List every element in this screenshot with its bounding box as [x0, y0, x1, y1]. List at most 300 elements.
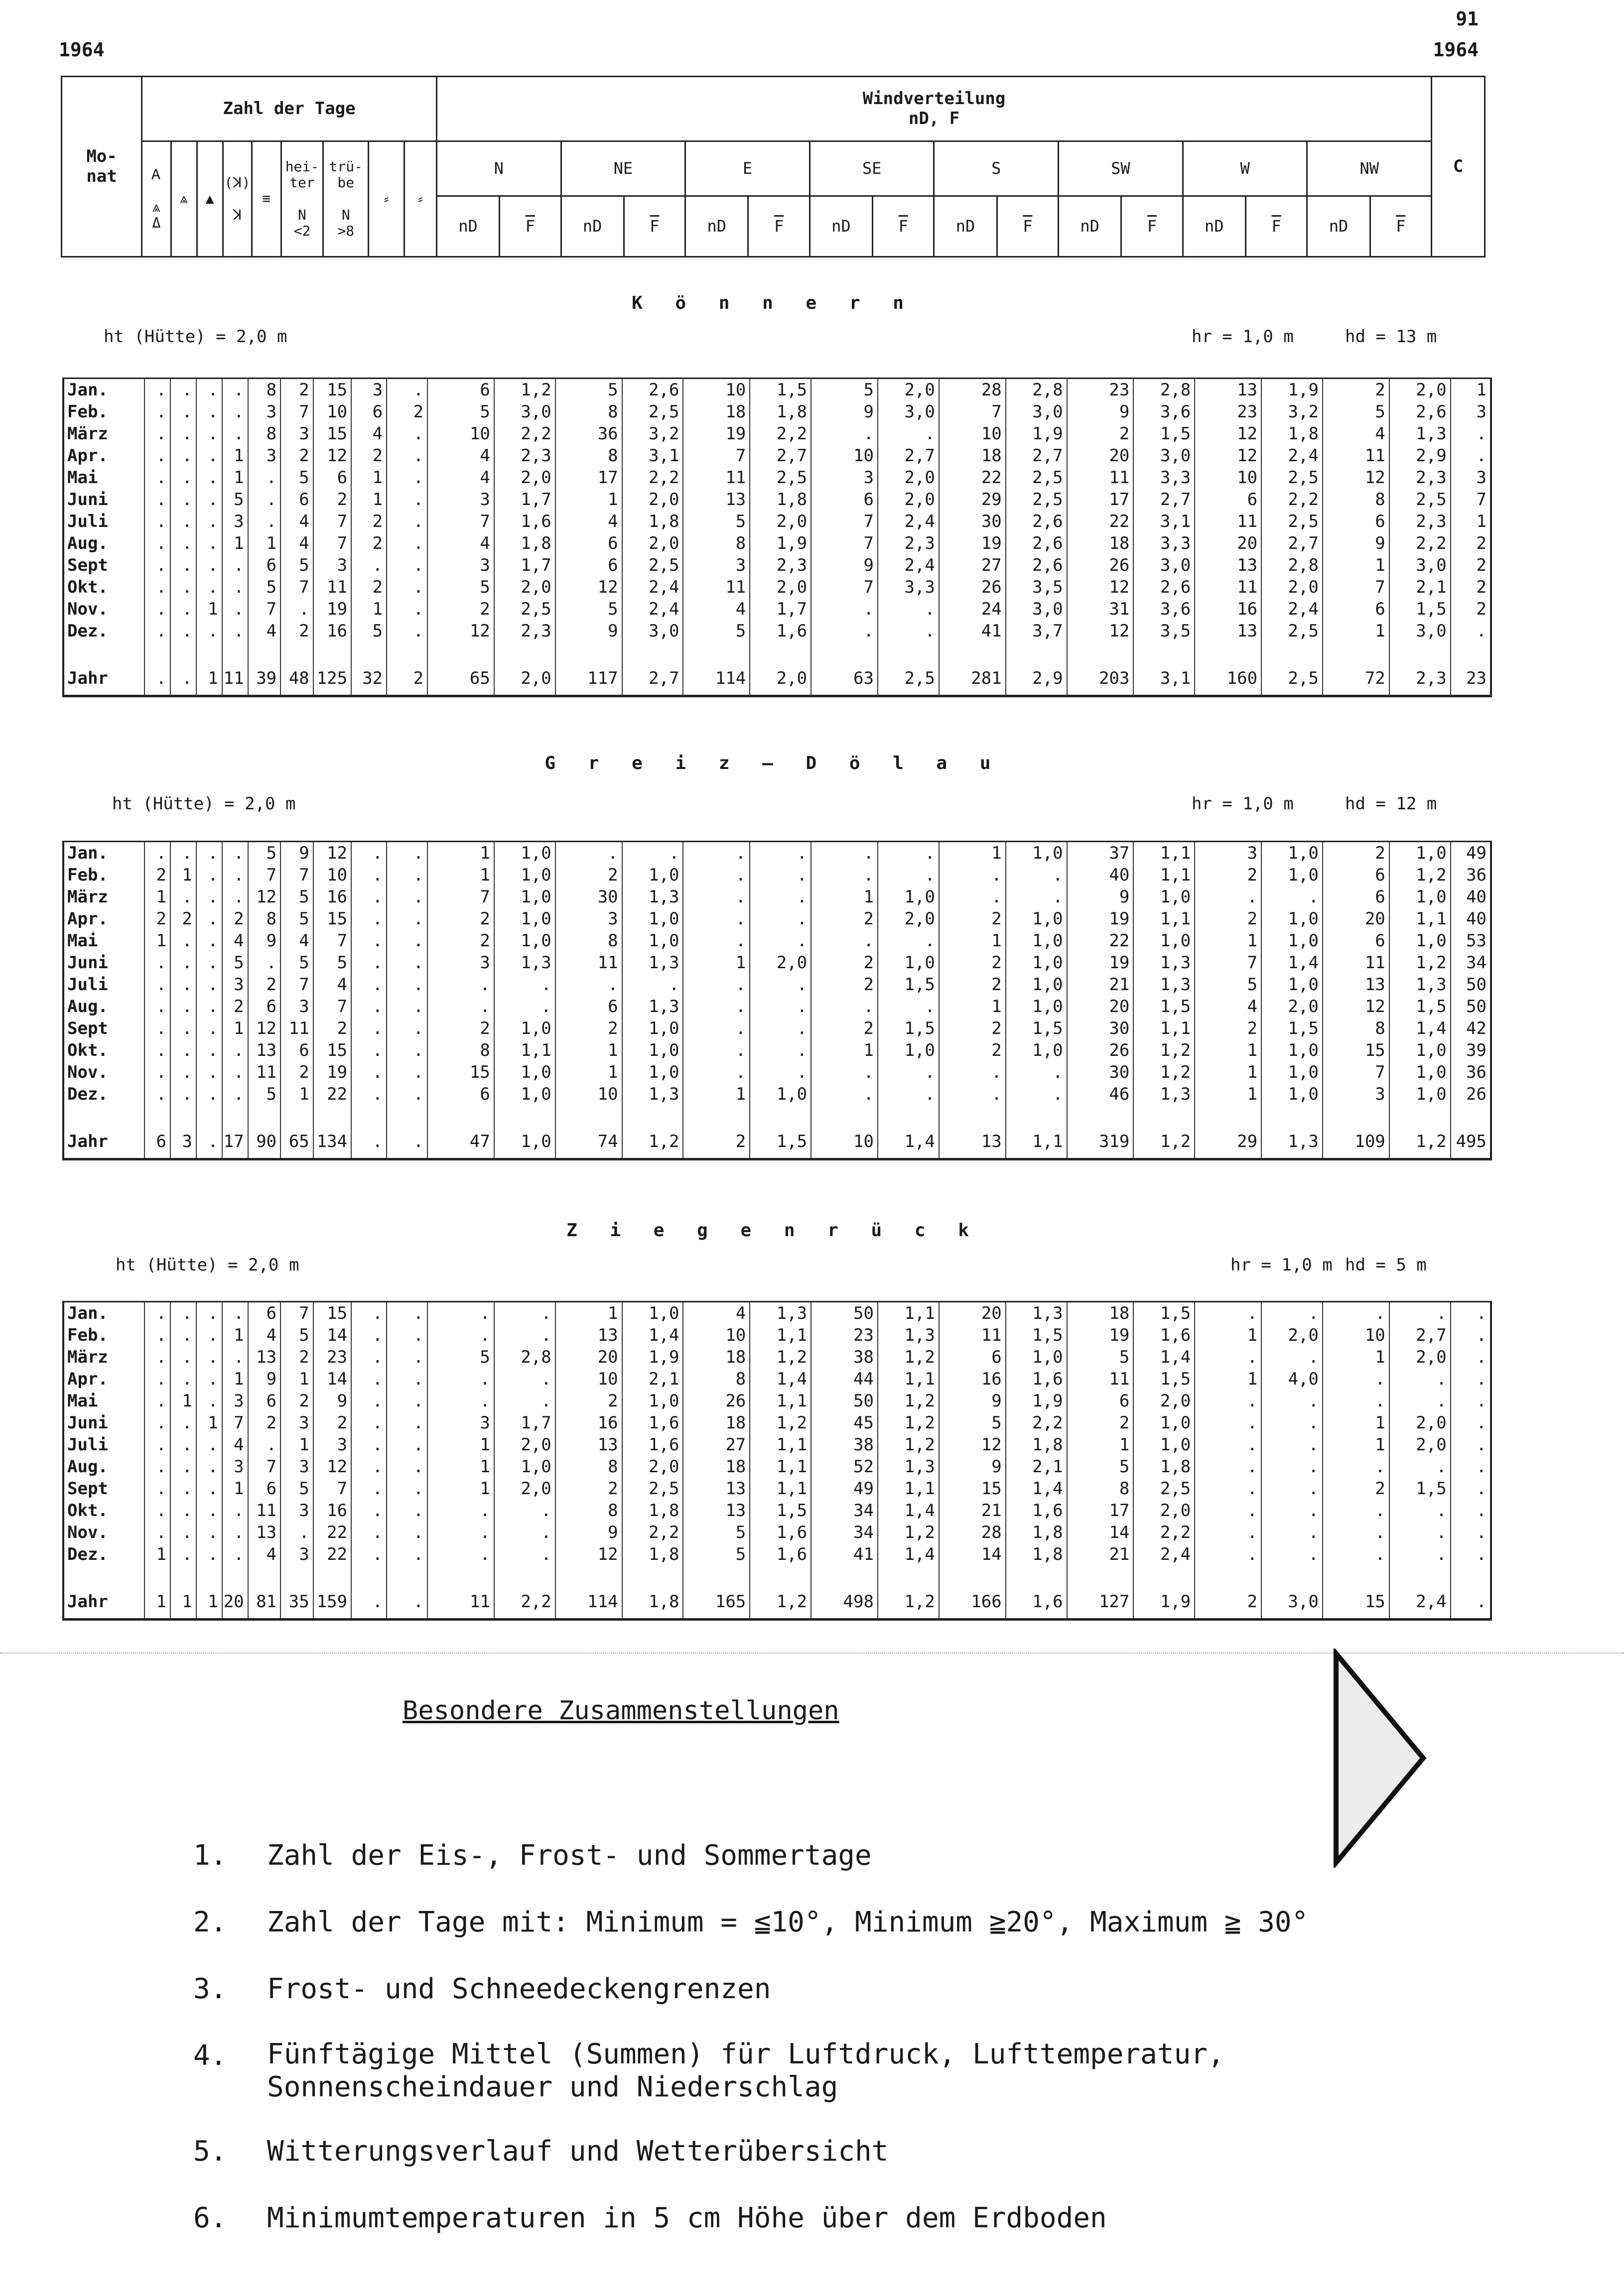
table-cell: . — [387, 532, 427, 554]
table-cell: 2 — [280, 379, 313, 401]
table-row — [64, 1302, 1490, 1324]
table-cell: 13 — [1195, 379, 1261, 401]
table-cell: 6 — [555, 996, 622, 1018]
table-cell: 3 — [222, 1456, 248, 1478]
table-cell: 1,8 — [1006, 1434, 1067, 1456]
f-subheader: $\overline{F}$ — [1245, 196, 1307, 257]
table-cell: . — [196, 1522, 222, 1543]
table-cell: 19 — [1067, 952, 1134, 974]
table-cell: Mai — [67, 931, 98, 951]
table-cell: 26 — [939, 576, 1006, 598]
table-cell: 2 — [1323, 379, 1389, 401]
table-cell: 1,3 — [622, 952, 683, 974]
table-cell: 5 — [222, 489, 248, 510]
table-cell: 2,4 — [1389, 1585, 1451, 1618]
table-cell: 1,0 — [1006, 908, 1067, 930]
table-cell: . — [1261, 1412, 1323, 1434]
table-cell: 7 — [280, 864, 313, 886]
table-cell — [351, 642, 387, 662]
nd-subheader: nD — [436, 196, 499, 257]
table-cell: Apr. — [67, 909, 108, 929]
table-cell: 1 — [1195, 1083, 1261, 1105]
table-cell: 5 — [683, 510, 750, 532]
table-cell: 2 — [555, 1478, 622, 1500]
table-cell: 23 — [1067, 379, 1134, 401]
table-cell: 5 — [1067, 1456, 1134, 1478]
table-cell: 1,0 — [494, 1083, 555, 1105]
table-cell: 5 — [280, 1324, 313, 1346]
table-cell — [1195, 1565, 1261, 1585]
table-row — [64, 952, 1490, 974]
table-cell: . — [144, 532, 170, 554]
table-cell: 6 — [248, 1478, 281, 1500]
table-cell: 1,5 — [1133, 1302, 1195, 1324]
table-cell: 74 — [555, 1125, 622, 1158]
table-cell: . — [222, 576, 248, 598]
direction-header-n: N — [436, 141, 561, 196]
table-cell: . — [750, 886, 811, 908]
day-column-header: ⸗ — [404, 141, 436, 257]
station-hr-greiz-doelau: hr = 1,0 m — [1192, 794, 1294, 814]
direction-header-w: W — [1183, 141, 1307, 196]
table-cell: 1,8 — [1006, 1522, 1067, 1543]
table-cell: 22 — [313, 1522, 351, 1543]
table-cell: . — [878, 1061, 939, 1083]
table-cell — [222, 642, 248, 662]
table-cell: 5 — [351, 620, 387, 642]
table-cell: 14 — [313, 1368, 351, 1390]
table-cell: . — [1323, 1368, 1389, 1390]
table-cell: 1,6 — [622, 1434, 683, 1456]
table-cell: 1,6 — [1006, 1585, 1067, 1618]
table-cell: Okt. — [67, 1501, 108, 1521]
table-cell: 13 — [248, 1039, 281, 1061]
table-cell: . — [144, 996, 170, 1018]
table-cell: 11 — [939, 1324, 1006, 1346]
table-cell: 8 — [555, 445, 622, 467]
table-row — [64, 1434, 1490, 1456]
table-cell: 5 — [811, 379, 878, 401]
table-cell: 40 — [1067, 864, 1134, 886]
table-cell: 2 — [1451, 532, 1490, 554]
table-cell: 7 — [1323, 1061, 1389, 1083]
table-cell: . — [196, 1061, 222, 1083]
table-cell: . — [170, 598, 196, 620]
table-cell: . — [387, 908, 427, 930]
table-cell: . — [196, 1390, 222, 1412]
table-cell: 11 — [1323, 445, 1389, 467]
table-cell: 1 — [222, 532, 248, 554]
table-cell: 12 — [313, 1456, 351, 1478]
table-cell: 1 — [280, 1083, 313, 1105]
table-cell: . — [170, 1018, 196, 1039]
table-cell: 4 — [280, 510, 313, 532]
table-cell: 1,4 — [878, 1125, 939, 1158]
table-cell: 3 — [351, 379, 387, 401]
table-cell: . — [170, 576, 196, 598]
table-cell: 2,0 — [878, 379, 939, 401]
table-cell: 23 — [811, 1324, 878, 1346]
table-cell: . — [494, 996, 555, 1018]
table-cell: 3 — [811, 467, 878, 489]
table-cell: 9 — [1067, 886, 1134, 908]
table-cell: 23 — [1195, 401, 1261, 423]
table-cell: 1,5 — [878, 1018, 939, 1039]
table-cell: 1 — [1451, 379, 1490, 401]
table-row — [64, 1565, 1490, 1585]
table-cell: 3 — [280, 423, 313, 445]
table-cell: 2,6 — [1133, 576, 1195, 598]
table-cell: 1,0 — [494, 930, 555, 952]
table-cell: 1 — [196, 662, 222, 695]
table-cell — [427, 642, 494, 662]
table-cell: Jan. — [67, 843, 108, 863]
table-cell: Feb. — [67, 865, 108, 885]
table-cell: 34 — [811, 1500, 878, 1522]
section-title: Besondere Zusammenstellungen — [403, 1696, 839, 1726]
table-cell: 5 — [280, 908, 313, 930]
table-cell: . — [144, 1456, 170, 1478]
table-cell: . — [750, 996, 811, 1018]
day-column-header: hei- ter N <2 — [281, 141, 323, 257]
table-cell: 3,7 — [1006, 620, 1067, 642]
table-cell: 2,0 — [878, 489, 939, 510]
table-cell: 1,0 — [494, 864, 555, 886]
table-cell: . — [811, 1061, 878, 1083]
table-cell: . — [351, 1346, 387, 1368]
table-cell: . — [387, 1125, 427, 1158]
table-cell: . — [144, 379, 170, 401]
table-cell: . — [878, 930, 939, 952]
table-cell: . — [351, 1412, 387, 1434]
table-cell: . — [683, 974, 750, 996]
station-ht-ziegenrueck: ht (Hütte) = 2,0 m — [116, 1255, 299, 1275]
table-cell: . — [811, 1083, 878, 1105]
table-cell: 1 — [939, 842, 1006, 864]
direction-header-nw: NW — [1307, 141, 1432, 196]
table-cell: . — [1389, 1390, 1451, 1412]
page-number: 91 — [1456, 8, 1479, 30]
table-cell: . — [170, 1434, 196, 1456]
table-cell: 2,2 — [622, 467, 683, 489]
table-cell: 22 — [313, 1083, 351, 1105]
table-cell: 12 — [313, 445, 351, 467]
table-cell — [1195, 1105, 1261, 1125]
table-cell: 1,3 — [622, 886, 683, 908]
table-cell: . — [555, 974, 622, 996]
table-cell: . — [683, 930, 750, 952]
table-cell: . — [196, 1346, 222, 1368]
table-cell: 14 — [313, 1324, 351, 1346]
table-cell: 1 — [1451, 510, 1490, 532]
table-cell: 7 — [280, 1302, 313, 1324]
table-cell: 1,8 — [750, 489, 811, 510]
table-cell: 7 — [1323, 576, 1389, 598]
table-cell: 23 — [1451, 662, 1490, 695]
table-cell: Feb. — [67, 402, 108, 422]
table-cell: . — [811, 842, 878, 864]
table-cell: . — [494, 974, 555, 996]
table-cell: 1,1 — [750, 1434, 811, 1456]
table-cell: 1 — [248, 532, 281, 554]
table-cell: . — [427, 1368, 494, 1390]
table-cell: . — [878, 620, 939, 642]
table-cell: . — [1323, 1500, 1389, 1522]
table-row — [64, 1039, 1490, 1061]
table-cell: 3 — [313, 554, 351, 576]
table-cell: 1,5 — [1133, 1368, 1195, 1390]
table-cell: 5 — [222, 952, 248, 974]
table-cell: 1 — [1195, 930, 1261, 952]
table-cell: 17 — [222, 1125, 248, 1158]
table-cell: 12 — [1067, 620, 1134, 642]
table-cell: . — [387, 1390, 427, 1412]
f-subheader: $\overline{F}$ — [872, 196, 934, 257]
table-cell: . — [351, 842, 387, 864]
table-cell: 2 — [351, 576, 387, 598]
table-cell: . — [494, 1368, 555, 1390]
table-cell: 12 — [1067, 576, 1134, 598]
table-cell: 7 — [248, 1456, 281, 1478]
table-cell: . — [1006, 886, 1067, 908]
table-cell — [494, 1565, 555, 1585]
table-cell: 1,9 — [622, 1346, 683, 1368]
table-cell: 2,4 — [878, 510, 939, 532]
table-cell: 3,5 — [1006, 576, 1067, 598]
table-cell: . — [144, 423, 170, 445]
table-cell: . — [351, 1061, 387, 1083]
table-cell: 2 — [811, 952, 878, 974]
table-cell — [222, 1105, 248, 1125]
table-cell: 1,2 — [878, 1346, 939, 1368]
table-cell — [64, 642, 144, 662]
table-cell: . — [387, 1018, 427, 1039]
table-cell: . — [351, 1302, 387, 1324]
table-cell: 8 — [555, 401, 622, 423]
table-cell: 2,8 — [494, 1346, 555, 1368]
table-cell: 6 — [555, 532, 622, 554]
table-cell: . — [1389, 1500, 1451, 1522]
table-cell: 2,5 — [622, 554, 683, 576]
table-cell: 1,0 — [1389, 1083, 1451, 1105]
table-cell: 30 — [1067, 1061, 1134, 1083]
table-cell: 1,2 — [750, 1585, 811, 1618]
table-cell: 1,2 — [1389, 1125, 1451, 1158]
table-cell: 26 — [683, 1390, 750, 1412]
table-cell: 16 — [1195, 598, 1261, 620]
table-cell: März — [67, 1347, 108, 1367]
table-cell: . — [1451, 1324, 1490, 1346]
table-cell: 81 — [248, 1585, 281, 1618]
table-cell — [351, 1565, 387, 1585]
table-cell: 36 — [1451, 864, 1490, 886]
table-cell — [939, 1565, 1006, 1585]
table-cell: 3 — [280, 996, 313, 1018]
table-cell — [427, 1105, 494, 1125]
table-cell: 9 — [248, 930, 281, 952]
table-cell: . — [196, 532, 222, 554]
table-cell: 1,1 — [878, 1368, 939, 1390]
table-cell: 41 — [939, 620, 1006, 642]
table-cell: . — [196, 1500, 222, 1522]
table-cell: 2 — [313, 1018, 351, 1039]
table-cell: 1,3 — [1006, 1302, 1067, 1324]
table-cell — [1006, 1565, 1067, 1585]
table-cell: 7 — [427, 510, 494, 532]
table-cell: . — [1451, 423, 1490, 445]
table-cell: . — [170, 1324, 196, 1346]
station-table-ziegenrueck — [62, 1301, 1492, 1621]
table-cell: . — [351, 1390, 387, 1412]
table-cell: 2 — [1195, 1585, 1261, 1618]
table-cell: . — [222, 423, 248, 445]
direction-header-s: S — [934, 141, 1059, 196]
table-cell: . — [351, 952, 387, 974]
table-cell: 2 — [1195, 864, 1261, 886]
table-cell: . — [683, 1061, 750, 1083]
table-cell: . — [144, 598, 170, 620]
table-cell: 18 — [683, 1346, 750, 1368]
table-cell: 7 — [313, 1478, 351, 1500]
table-cell: 1,6 — [1133, 1324, 1195, 1346]
table-cell: . — [387, 1039, 427, 1061]
table-cell: . — [196, 1543, 222, 1565]
table-cell: 10 — [555, 1083, 622, 1105]
table-cell: . — [750, 864, 811, 886]
table-cell: 1,1 — [1133, 842, 1195, 864]
table-cell: 1,2 — [494, 379, 555, 401]
table-cell: 1,8 — [494, 532, 555, 554]
table-cell: 1,0 — [1389, 886, 1451, 908]
table-cell: 34 — [1451, 952, 1490, 974]
table-cell: 2,4 — [622, 598, 683, 620]
day-column-header: trü- be N >8 — [323, 141, 369, 257]
table-cell: Dez. — [67, 1084, 108, 1104]
table-cell: 1,2 — [878, 1585, 939, 1618]
table-cell: 6 — [555, 554, 622, 576]
table-cell: . — [387, 996, 427, 1018]
table-cell — [313, 1105, 351, 1125]
direction-header-ne: NE — [561, 141, 685, 196]
table-cell: 18 — [683, 1412, 750, 1434]
table-cell: 2,6 — [1006, 554, 1067, 576]
table-cell: 2,6 — [622, 379, 683, 401]
f-subheader: $\overline{F}$ — [1121, 196, 1183, 257]
table-cell: 3 — [683, 554, 750, 576]
table-cell: . — [351, 1456, 387, 1478]
table-cell: 7 — [313, 510, 351, 532]
table-cell: 50 — [1451, 996, 1490, 1018]
table-cell: 134 — [313, 1125, 351, 1158]
table-cell: 2 — [280, 1390, 313, 1412]
table-cell: 2 — [280, 1346, 313, 1368]
table-cell: . — [1451, 1500, 1490, 1522]
table-cell: 165 — [683, 1585, 750, 1618]
table-cell: . — [387, 379, 427, 401]
table-cell: 3 — [248, 401, 281, 423]
table-cell: 3,3 — [878, 576, 939, 598]
table-cell: . — [1195, 1412, 1261, 1434]
table-cell: 1,1 — [1133, 908, 1195, 930]
table-cell: . — [387, 423, 427, 445]
table-cell: 1 — [222, 1368, 248, 1390]
table-cell: 13 — [248, 1346, 281, 1368]
table-cell: 3 — [1451, 401, 1490, 423]
table-cell: 1,5 — [1006, 1018, 1067, 1039]
table-cell: 2,3 — [494, 445, 555, 467]
table-cell: . — [811, 864, 878, 886]
table-cell: 1 — [1323, 620, 1389, 642]
table-cell: . — [144, 554, 170, 576]
table-cell: . — [170, 1412, 196, 1434]
table-cell: 1,3 — [878, 1324, 939, 1346]
table-cell: 6 — [280, 489, 313, 510]
table-cell: 281 — [939, 662, 1006, 695]
table-row — [64, 864, 1490, 886]
table-cell: Apr. — [67, 446, 108, 466]
table-cell: 3,2 — [1261, 401, 1323, 423]
table-cell: . — [1451, 1302, 1490, 1324]
table-cell: 2 — [1323, 1478, 1389, 1500]
table-cell: . — [1451, 1478, 1490, 1500]
table-cell: . — [1323, 1522, 1389, 1543]
table-cell: 34 — [811, 1522, 878, 1543]
table-cell: 1 — [683, 952, 750, 974]
table-cell: 3 — [1323, 1083, 1389, 1105]
table-cell: . — [144, 489, 170, 510]
table-cell: 6 — [1323, 930, 1389, 952]
table-cell: . — [939, 864, 1006, 886]
table-cell: 5 — [248, 842, 281, 864]
table-cell: 1,2 — [878, 1522, 939, 1543]
table-cell: 2,0 — [622, 1456, 683, 1478]
table-cell: Jahr — [67, 1132, 108, 1151]
table-cell: 1 — [170, 1390, 196, 1412]
table-cell: . — [351, 1324, 387, 1346]
table-cell: 90 — [248, 1125, 281, 1158]
table-cell: . — [170, 930, 196, 952]
table-cell: Dez. — [67, 1544, 108, 1564]
f-subheader: $\overline{F}$ — [748, 196, 810, 257]
table-cell: . — [750, 930, 811, 952]
table-cell: 160 — [1195, 662, 1261, 695]
table-cell: . — [811, 996, 878, 1018]
table-cell: 1,4 — [1006, 1478, 1067, 1500]
table-cell: . — [351, 1368, 387, 1390]
table-cell: 1 — [1323, 1412, 1389, 1434]
table-cell: 2,7 — [622, 662, 683, 695]
table-cell: . — [1451, 620, 1490, 642]
table-cell: 4 — [555, 510, 622, 532]
table-cell: . — [144, 1434, 170, 1456]
table-cell: 2 — [144, 864, 170, 886]
table-cell: 8 — [248, 379, 281, 401]
table-cell: 1,8 — [622, 1543, 683, 1565]
table-cell: 1,1 — [1006, 1125, 1067, 1158]
table-cell: . — [622, 974, 683, 996]
table-cell: 19 — [683, 423, 750, 445]
table-cell: 41 — [811, 1543, 878, 1565]
table-cell: . — [387, 886, 427, 908]
table-cell: 4 — [1195, 996, 1261, 1018]
table-cell: 6 — [248, 996, 281, 1018]
day-column-header: ≡ — [252, 141, 281, 257]
table-row — [64, 554, 1490, 576]
table-cell — [144, 1565, 170, 1585]
table-cell: 18 — [939, 445, 1006, 467]
table-cell: 52 — [811, 1456, 878, 1478]
table-cell: 2 — [811, 908, 878, 930]
